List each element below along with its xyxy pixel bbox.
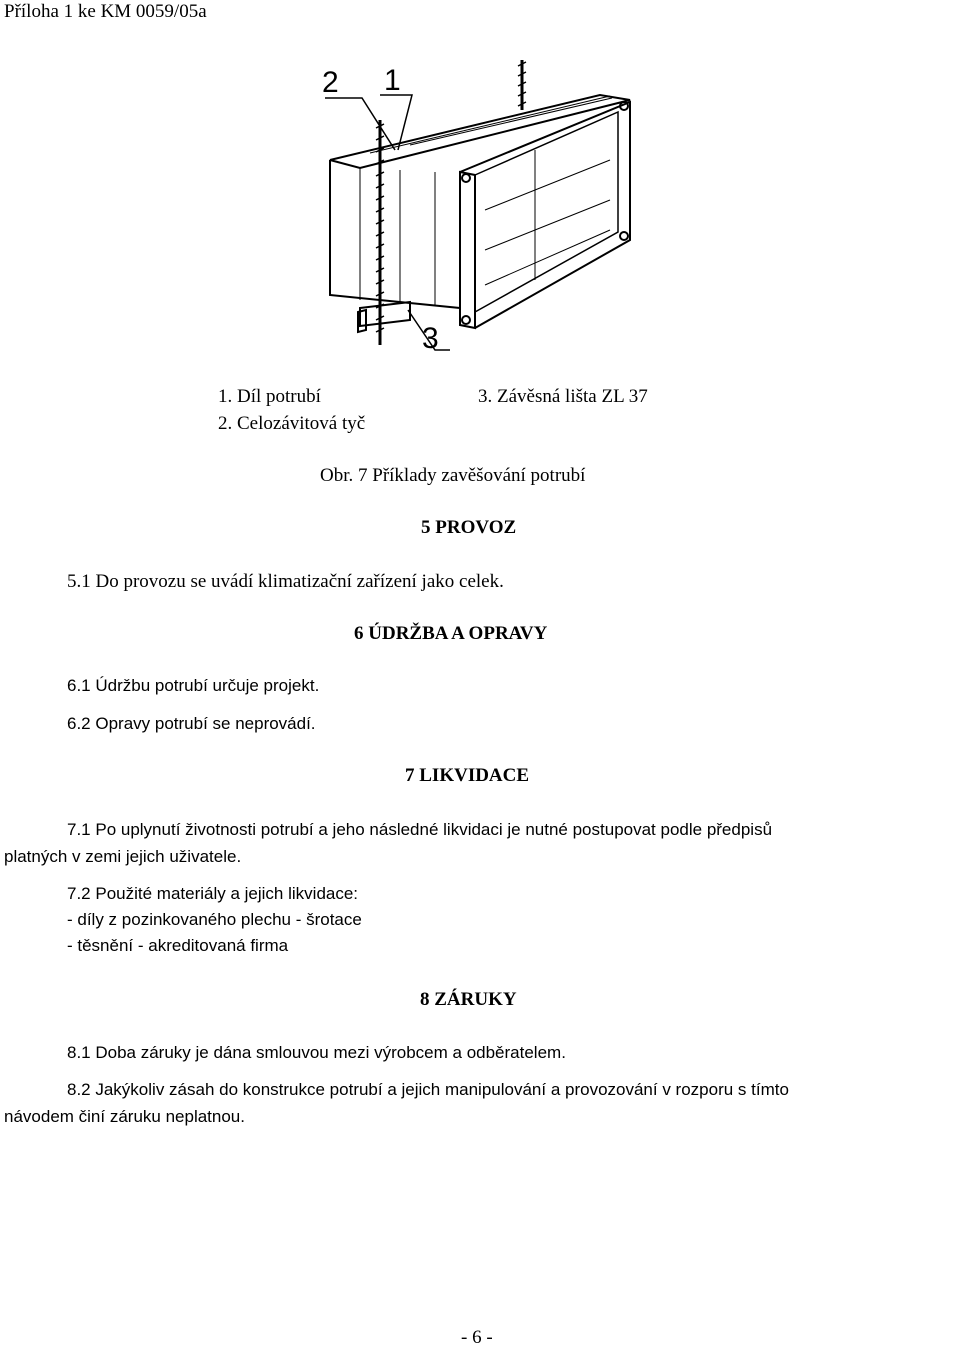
paragraph-8-1: 8.1 Doba záruky je dána smlouvou mezi výrobcem a odběratelem. xyxy=(67,1043,566,1062)
page-number: - 6 - xyxy=(461,1327,493,1348)
legend-item-1: 1. Díl potrubí xyxy=(218,386,321,407)
paragraph-6-2: 6.2 Opravy potrubí se neprovádí. xyxy=(67,714,316,733)
section-6-heading: 6 ÚDRŽBA A OPRAVY xyxy=(354,623,548,644)
paragraph-8-2-line-1: 8.2 Jakýkoliv zásah do konstrukce potrubí a jejich manipulování a provozování v rozporu s tímto xyxy=(67,1080,789,1099)
legend-item-2: 2. Celozávitová tyč xyxy=(218,413,366,434)
attachment-header: Příloha 1 ke KM 0059/05a xyxy=(4,1,207,22)
paragraph-7-2: 7.2 Použité materiály a jejich likvidace: xyxy=(67,884,359,903)
callout-3: 3 xyxy=(422,322,439,355)
paragraph-5-1: 5.1 Do provozu se uvádí klimatizační zařízení jako celek. xyxy=(67,571,504,592)
duct-suspension-drawing xyxy=(300,50,660,360)
paragraph-7-2-item-1: - díly z pozinkovaného plechu - šrotace xyxy=(67,910,362,929)
paragraph-7-1-line-1: 7.1 Po uplynutí životnosti potrubí a jeho následné likvidaci je nutné postupovat podle předpisů xyxy=(67,820,773,839)
section-8-heading: 8 ZÁRUKY xyxy=(420,989,517,1010)
figure-caption: Obr. 7 Příklady zavěšování potrubí xyxy=(320,465,586,486)
legend-item-3: 3. Závěsná lišta ZL 37 xyxy=(478,386,648,407)
paragraph-8-2-line-2: návodem činí záruku neplatnou. xyxy=(4,1107,245,1126)
callout-1: 1 xyxy=(384,64,401,97)
paragraph-6-1: 6.1 Údržbu potrubí určuje projekt. xyxy=(67,676,320,695)
callout-2: 2 xyxy=(322,66,339,99)
section-7-heading: 7 LIKVIDACE xyxy=(405,765,530,786)
section-5-heading: 5 PROVOZ xyxy=(421,517,517,538)
paragraph-7-1-line-2: platných v zemi jejich uživatele. xyxy=(4,847,242,866)
paragraph-7-2-item-2: - těsnění - akreditovaná firma xyxy=(67,936,289,955)
